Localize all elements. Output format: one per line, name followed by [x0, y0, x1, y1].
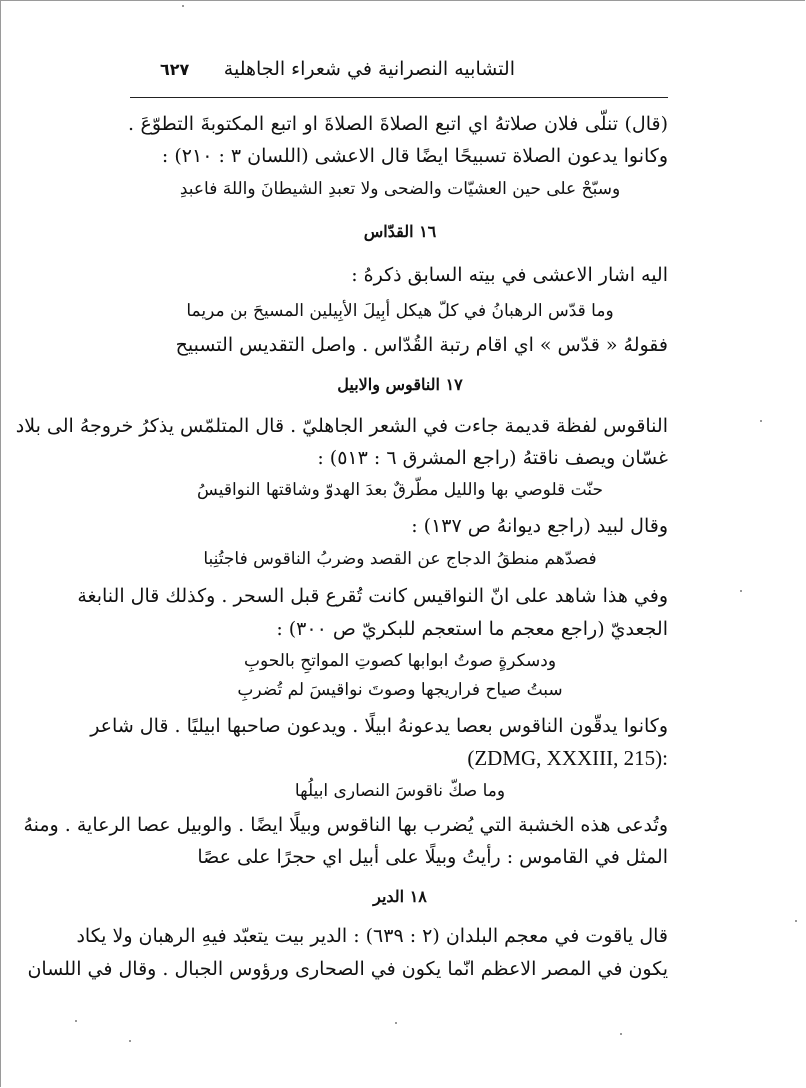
paragraph-line: الناقوس لفظة قديمة جاءت في الشعر الجاهليّ . قال المتلمّس يذكرُ خروجهُ الى بلاد: [15, 415, 668, 437]
paragraph-line: وقال لبيد (راجع ديوانهُ ص ١٣٧) :: [411, 515, 668, 537]
poetry-verse: فصدّهم منطقُ الدجاج عن القصد وضربُ الناقوس فاجتُنِبا: [203, 549, 597, 569]
scan-speck: [795, 920, 797, 922]
poetry-verse: سبتُ صياح فراريجها وصوتَ نواقيسَ لم تُضربِ: [237, 680, 563, 700]
scan-speck: [129, 1040, 131, 1042]
poetry-verse: وما قدّس الرهبانُ في كلّ هيكل أبِيلَ الأبِيلين المسيحَ بن مريما: [186, 301, 614, 321]
scan-speck: [75, 1020, 77, 1022]
header-rule: [130, 97, 668, 98]
paragraph-line: يكون في المصر الاعظم انّما يكون في الصحارى ورؤوس الجبال . وقال في اللسان: [27, 958, 668, 980]
scan-speck: [182, 5, 184, 7]
running-head: [130, 58, 670, 88]
scan-speck: [620, 1033, 622, 1035]
section-heading-17: ١٧ الناقوس والابيل: [337, 375, 463, 394]
paragraph-line: (قال) تنلّى فلان صلاتهُ اي اتبع الصلاةَ الصلاةَ او اتبع المكتوبةَ التطوّعَ .: [128, 113, 668, 135]
paragraph-line: وتُدعى هذه الخشبة التي يُضرب بها الناقوس وبيلًا ايضًا . والوبيل عصا الرعاية . ومنهُ: [23, 814, 668, 836]
scan-speck: [395, 1022, 397, 1024]
section-heading-18: ١٨ الدير: [373, 887, 427, 906]
scan-speck: [740, 590, 742, 592]
citation-latin: (ZDMG, XXXIII, 215):: [467, 746, 668, 770]
poetry-verse: وما صكّ ناقوسَ النصارى ابيلُها: [294, 781, 506, 801]
poetry-verse: ودسكرةٍ صوتُ ابوابها كصوتِ المواتحِ بالحوبِ: [243, 651, 557, 671]
paragraph-line: فقولهُ « قدّس » اي اقام رتبة القُدّاس . واصل التقديس التسبيح: [175, 334, 668, 356]
paragraph-line: الجعديّ (راجع معجم ما استعجم للبكريّ ص ٣٠٠) :: [276, 618, 668, 640]
paragraph-line: وكانوا يدعون الصلاة تسبيحًا ايضًا قال الاعشى (اللسان ٣ : ٢١٠) :: [161, 145, 668, 167]
poetry-verse: وسبّحْ على حين العشيّات والضحى ولا تعبدِ الشيطانَ واللهَ فاعبدِ: [179, 179, 621, 199]
poetry-verse: حنّت قلوصي بها والليل مطّرقٌ بعدَ الهدوّ وشاقتها النواقيسُ: [197, 480, 603, 500]
paragraph-line: قال ياقوت في معجم البلدان (٢ : ٦٣٩) : الدير بيت يتعبّد فيهِ الرهبان ولا يكاد: [76, 925, 668, 947]
paragraph-line: وفي هذا شاهد على انّ النواقيس كانت تُقرع قبل السحر . وكذلك قال النابغة: [77, 585, 668, 607]
running-title: التشابيه النصرانية في شعراء الجاهلية: [223, 58, 515, 80]
section-heading-16: ١٦ القدّاس: [363, 222, 437, 241]
page-number: ٦٢٧: [160, 60, 190, 79]
paragraph-line: المثل في القاموس : رأيتُ وبيلًا على أبيل اي حجرًا على عصًا: [197, 846, 668, 868]
paragraph-line: اليه اشار الاعشى في بيته السابق ذكرهُ :: [351, 264, 668, 286]
paragraph-line: وكانوا يدقّون الناقوس بعصا يدعونهُ ابيلًا . ويدعون صاحبها ابيليًا . قال شاعر: [90, 715, 668, 737]
scan-speck: [760, 420, 762, 422]
paragraph-line: غسّان ويصف ناقتهُ (راجع المشرق ٦ : ٥١٣) :: [317, 447, 668, 469]
